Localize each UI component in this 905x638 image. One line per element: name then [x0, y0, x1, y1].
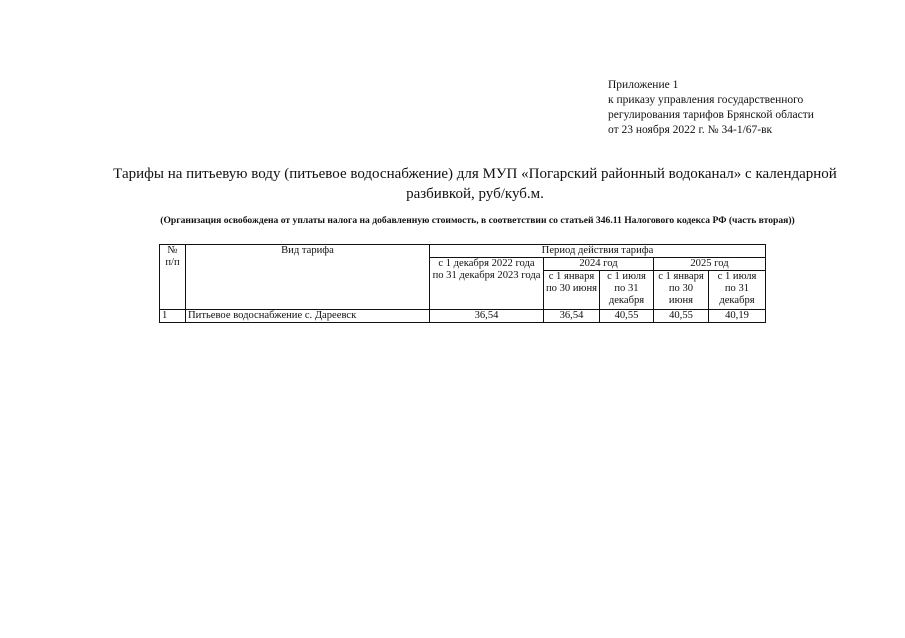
row-value-2025-h1: 40,55	[654, 310, 709, 323]
header-2025-second-half: с 1 июля по 31 декабря	[709, 271, 766, 310]
row-value-2024-h2: 40,55	[600, 310, 654, 323]
header-year-2025: 2025 год	[654, 258, 766, 271]
appendix-header	[608, 78, 898, 138]
header-number-pp: п/п	[165, 257, 180, 268]
row-number: 1	[160, 310, 186, 323]
table-row	[160, 310, 766, 323]
header-period-2022-2023: с 1 декабря 2022 года по 31 декабря 2023 года	[430, 258, 544, 310]
table-header-row	[160, 245, 766, 258]
appendix-line-1: Приложение 1	[608, 79, 679, 91]
row-value-2024-h1: 36,54	[544, 310, 600, 323]
title-line-2: разбивкой, руб/куб.м.	[406, 186, 544, 202]
appendix-line-2: к приказу управления государственного	[608, 94, 804, 106]
appendix-line-3: регулирования тарифов Брянской области	[608, 109, 814, 121]
tariff-table	[159, 244, 766, 323]
header-tariff-type: Вид тарифа	[186, 245, 430, 310]
header-number	[160, 245, 186, 310]
row-value-2022-2023: 36,54	[430, 310, 544, 323]
row-value-2025-h2: 40,19	[709, 310, 766, 323]
appendix-line-4: от 23 ноября 2022 г. № 34-1/67-вк	[608, 124, 773, 136]
header-2025-first-half: с 1 января по 30 июня	[654, 271, 709, 310]
header-number-symbol: №	[167, 245, 178, 256]
document-title	[60, 164, 890, 204]
header-2024-second-half: с 1 июля по 31 декабря	[600, 271, 654, 310]
header-year-2024: 2024 год	[544, 258, 654, 271]
tax-note: (Организация освобождена от уплаты налога на добавленную стоимость, в соответствии со статьей 346.11 Налогового кодекса РФ (часть вторая))	[160, 215, 795, 226]
header-period: Период действия тарифа	[430, 245, 766, 258]
title-line-1: Тарифы на питьевую воду (питьевое водоснабжение) для МУП «Погарский районный водоканал» с календарной	[113, 166, 837, 182]
header-2024-first-half: с 1 января по 30 июня	[544, 271, 600, 310]
row-tariff-type: Питьевое водоснабжение с. Дареевск	[186, 310, 430, 323]
